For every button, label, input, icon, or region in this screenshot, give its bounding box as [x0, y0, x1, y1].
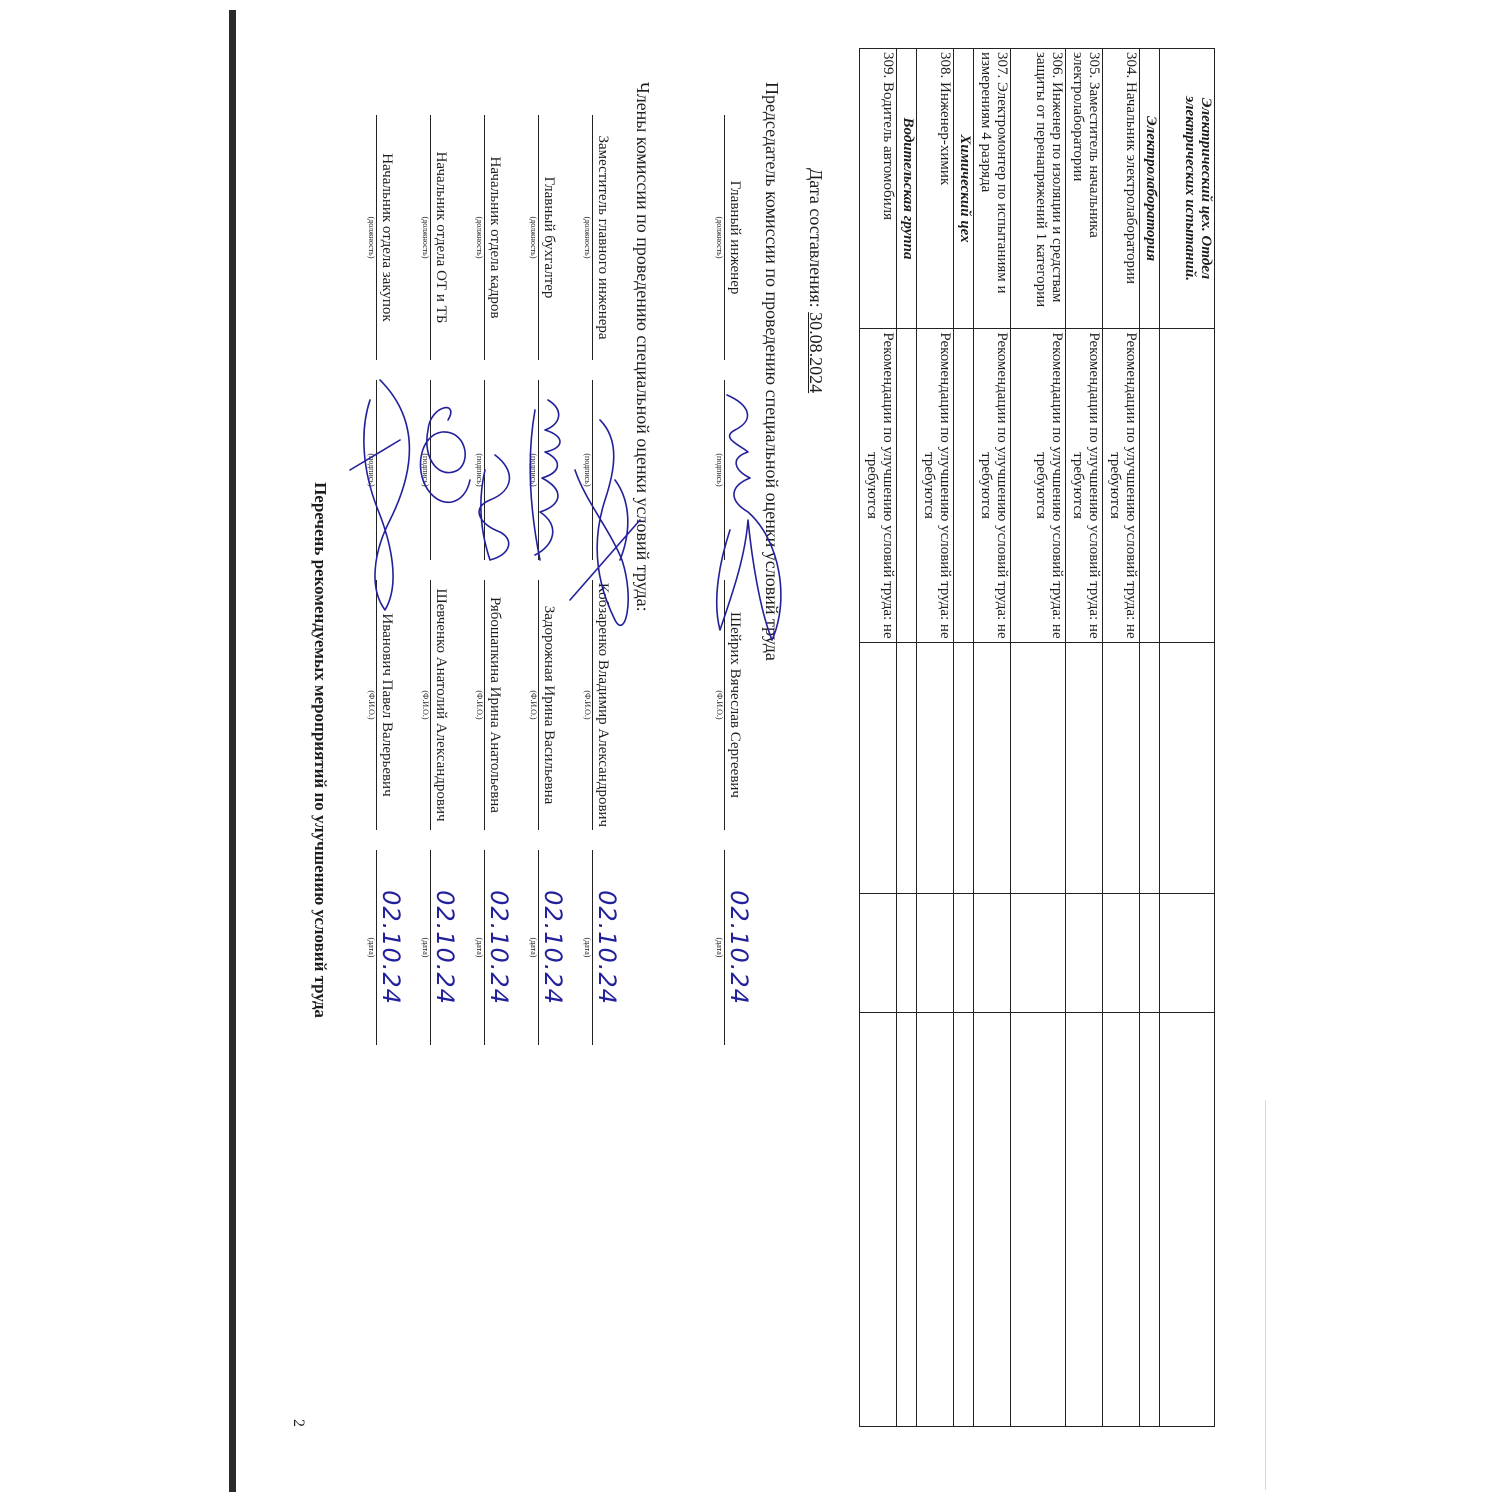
compilation-date-label: Дата составления: — [806, 168, 826, 308]
fio-caption: (Ф.И.О.) — [583, 690, 592, 720]
fio-caption: (Ф.И.О.) — [421, 690, 430, 720]
chair-title: Председатель комиссии по проведению специальной оценки условий труда — [762, 82, 782, 661]
handwritten-date: 02.10.24 — [539, 890, 568, 1005]
date-caption: (дата) — [421, 937, 430, 958]
position-cell: 309. Водитель автомобиля — [860, 49, 897, 329]
fio-caption: (Ф.И.О.) — [529, 690, 538, 720]
fio-caption: (Ф.И.О.) — [715, 690, 724, 720]
signature-caption: (подпись) — [583, 453, 592, 487]
handwritten-date: 02.10.24 — [485, 890, 514, 1005]
member5-signature — [350, 380, 409, 610]
rotated-page — [230, 0, 1500, 1500]
fio-value: Шевченко Анатолий Александрович — [432, 588, 449, 822]
position-cell: 308. Инженер-химик — [917, 49, 954, 329]
recommendation-cell: Рекомендации по улучшению условий труда: не требуются — [974, 329, 1011, 643]
recommendation-cell: Рекомендации по улучшению условий труда: не требуются — [1011, 329, 1066, 643]
date-caption: (дата) — [475, 937, 484, 958]
page-number: 2 — [290, 1419, 307, 1427]
date-caption: (дата) — [367, 937, 376, 958]
date-caption: (дата) — [529, 937, 538, 958]
fio-value: Шейрих Вячеслав Сергеевич — [726, 612, 743, 798]
position-caption: (должность) — [421, 216, 430, 259]
handwritten-date: 02.10.24 — [725, 890, 754, 1005]
member2-signature — [530, 400, 560, 560]
position-value: Начальник отдела кадров — [486, 156, 503, 319]
handwritten-date: 02.10.24 — [431, 890, 460, 1005]
position-caption: (должность) — [583, 216, 592, 259]
section-heading: Химический цех — [954, 49, 974, 329]
section-heading: Электролаборатория — [1140, 49, 1160, 329]
fio-value: Кобзаренко Владимир Александрович — [594, 582, 611, 828]
signature-caption: (подпись) — [715, 453, 724, 487]
department-header: Электрический цех. Отдел электрических испытаний. — [1160, 49, 1215, 329]
handwritten-date: 02.10.24 — [593, 890, 622, 1005]
handwritten-date: 02.10.24 — [377, 890, 406, 1005]
fio-caption: (Ф.И.О.) — [367, 690, 376, 720]
fio-value: Задорожная Ирина Васильевна — [540, 605, 557, 805]
position-cell: 305. Заместитель начальника электролаборатории — [1066, 49, 1103, 329]
position-caption: (должность) — [529, 216, 538, 259]
date-caption: (дата) — [583, 937, 592, 958]
date-caption: (дата) — [715, 937, 724, 958]
members-title: Члены комиссии по проведению специальной оценки условий труда: — [633, 82, 653, 612]
recommendation-cell: Рекомендации по улучшению условий труда: не требуются — [1103, 329, 1140, 643]
position-caption: (должность) — [367, 216, 376, 259]
recommendation-cell: Рекомендации по улучшению условий труда: не требуются — [917, 329, 954, 643]
signature-caption: (подпись) — [475, 453, 484, 487]
handwritten-signatures — [230, 0, 1500, 1500]
position-value: Начальник отдела закупок — [378, 153, 395, 322]
fio-value: Иванович Павел Валерьевич — [378, 613, 395, 797]
signature-caption: (подпись) — [529, 453, 538, 487]
position-value: Начальник отдела ОТ и ТБ — [432, 151, 449, 324]
position-value: Главный инженер — [726, 180, 743, 295]
signature-caption: (подпись) — [367, 453, 376, 487]
compilation-date-value: 30.08.2024 — [806, 312, 826, 394]
chair-signature — [717, 395, 781, 640]
position-cell: 304. Начальник электролаборатории — [1103, 49, 1140, 329]
position-caption: (должность) — [475, 216, 484, 259]
fio-value: Рябошапкина Ирина Анатольевна — [486, 597, 503, 813]
member3-signature — [479, 455, 509, 560]
signature-caption: (подпись) — [421, 453, 430, 487]
member1-signature — [570, 420, 640, 625]
position-caption: (должность) — [715, 216, 724, 259]
position-cell: 306. Инженер по изоляции и средствам защиты от перенапряжений 1 категории — [1011, 49, 1066, 329]
fio-caption: (Ф.И.О.) — [475, 690, 484, 720]
position-value: Главный бухгалтер — [540, 176, 557, 299]
recommendation-cell: Рекомендации по улучшению условий труда: не требуются — [1066, 329, 1103, 643]
position-value: Заместитель главного инженера — [594, 135, 611, 340]
position-cell: 307. Электромонтер по испытаниям и измерениям 4 разряда — [974, 49, 1011, 329]
recommended-measures-title: Перечень рекомендуемых мероприятий по улучшению условий труда — [311, 482, 330, 1018]
member4-signature — [420, 408, 470, 503]
recommendation-cell: Рекомендации по улучшению условий труда: не требуются — [860, 329, 897, 643]
section-heading: Водительская группа — [897, 49, 917, 329]
